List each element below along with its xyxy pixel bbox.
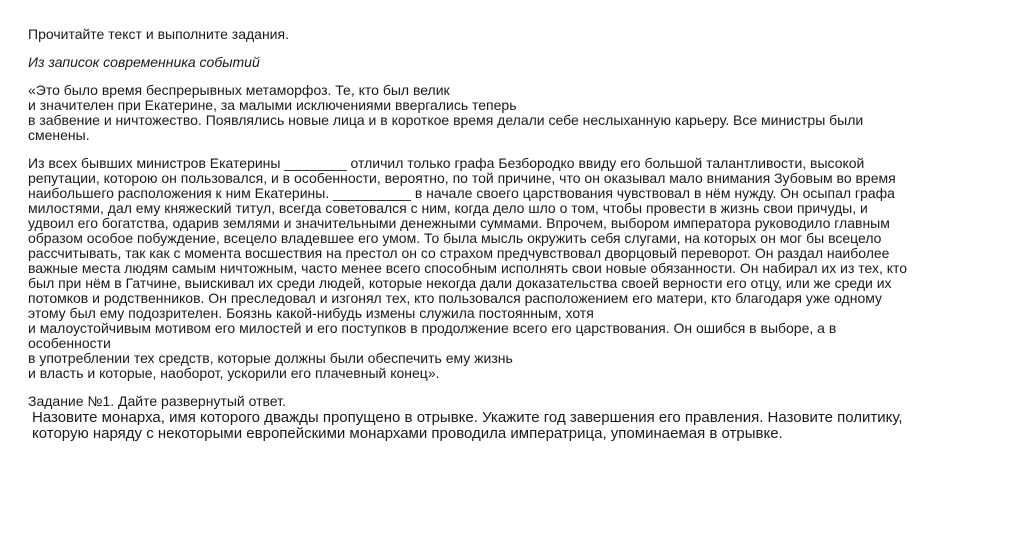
paragraph-line: этому был ему подозрителен. Боязнь какой-нибудь измены служила постоянным, хотя xyxy=(28,305,594,321)
paragraph-1 xyxy=(28,83,1004,143)
paragraph-line: и власть и которые, наоборот, ускорили его плачевный конец». xyxy=(28,365,440,381)
paragraph-line: и значителен при Екатерине, за малыми исключениями ввергались теперь xyxy=(28,97,517,113)
paragraph-line: милостями, дал ему княжеский титул, всегда советовался с ним, когда дело шло о том, чтобы провести в жизнь свои причуды, и xyxy=(28,200,868,216)
instruction-text: Прочитайте текст и выполните задания. xyxy=(28,26,289,42)
paragraph-line: важные места людям самым ничтожным, часто менее всего способным исполнять свои новые обязанности. Он набирал их из тех, кто xyxy=(28,260,908,276)
paragraph-line: сменены. xyxy=(28,127,90,143)
paragraph-line: особенности xyxy=(28,335,111,351)
paragraph-line: «Это было время беспрерывных метаморфоз. Те, кто был велик xyxy=(28,82,450,98)
paragraph-line: потомков и родственников. Он преследовал и изгонял тех, кто пользовался расположением его матери, кто благодаря уже одному xyxy=(28,290,883,306)
paragraph-line: в употреблении тех средств, которые должны были обеспечить ему жизнь xyxy=(28,350,513,366)
paragraph-line: удвоил его богатства, одарив землями и значительными денежными суммами. Впрочем, выбором императора руководило главным xyxy=(28,215,890,231)
task-title: Задание №1. Дайте развернутый ответ. xyxy=(28,393,286,409)
task-line: которую наряду с некоторыми европейскими монархами проводила императрица, упоминаемая в отрывке. xyxy=(32,425,783,442)
paragraph-line: репутации, которою он пользовался, и в особенности, вероятно, по той причине, что он оказывал мало внимания Зубовым во время xyxy=(28,170,896,186)
paragraph-2 xyxy=(28,156,1004,381)
source-title: Из записок современника событий xyxy=(28,54,260,70)
paragraph-line: и малоустойчивым мотивом его милостей и его поступков в продолжение всего его царствования. Он ошибся в выборе, а в xyxy=(28,320,837,336)
paragraph-line: рассчитывать, так как с момента восшествия на престол он со страхом предчувствовал дворцовый переворот. Он раздал наиболее xyxy=(28,245,890,261)
paragraph-line: в забвение и ничтожество. Появлялись новые лица и в короткое время делали себе неслыханную карьеру. Все министры были xyxy=(28,112,864,128)
paragraph-line: наибольшего расположения к ним Екатерины. __________ в начале своего царствования чувствовал в нём нужду. Он осыпал графа xyxy=(28,185,895,201)
paragraph-line: образом особое побуждение, всецело владевшее его умом. То была мысль окружить себя слугами, на которых он мог бы всецело xyxy=(28,230,882,246)
task-line: Назовите монарха, имя которого дважды пропущено в отрывке. Укажите год завершения его правления. Назовите политику, xyxy=(32,409,903,426)
paragraph-line: Из всех бывших министров Екатерины ________ отличил только графа Безбородко ввиду его большой талантливости, высокой xyxy=(28,155,865,171)
task-body xyxy=(28,410,1004,442)
paragraph-line: был при нём в Гатчине, выискивал их среди людей, которые некогда дали доказательства своей верности его отцу, или же среди их xyxy=(28,275,892,291)
